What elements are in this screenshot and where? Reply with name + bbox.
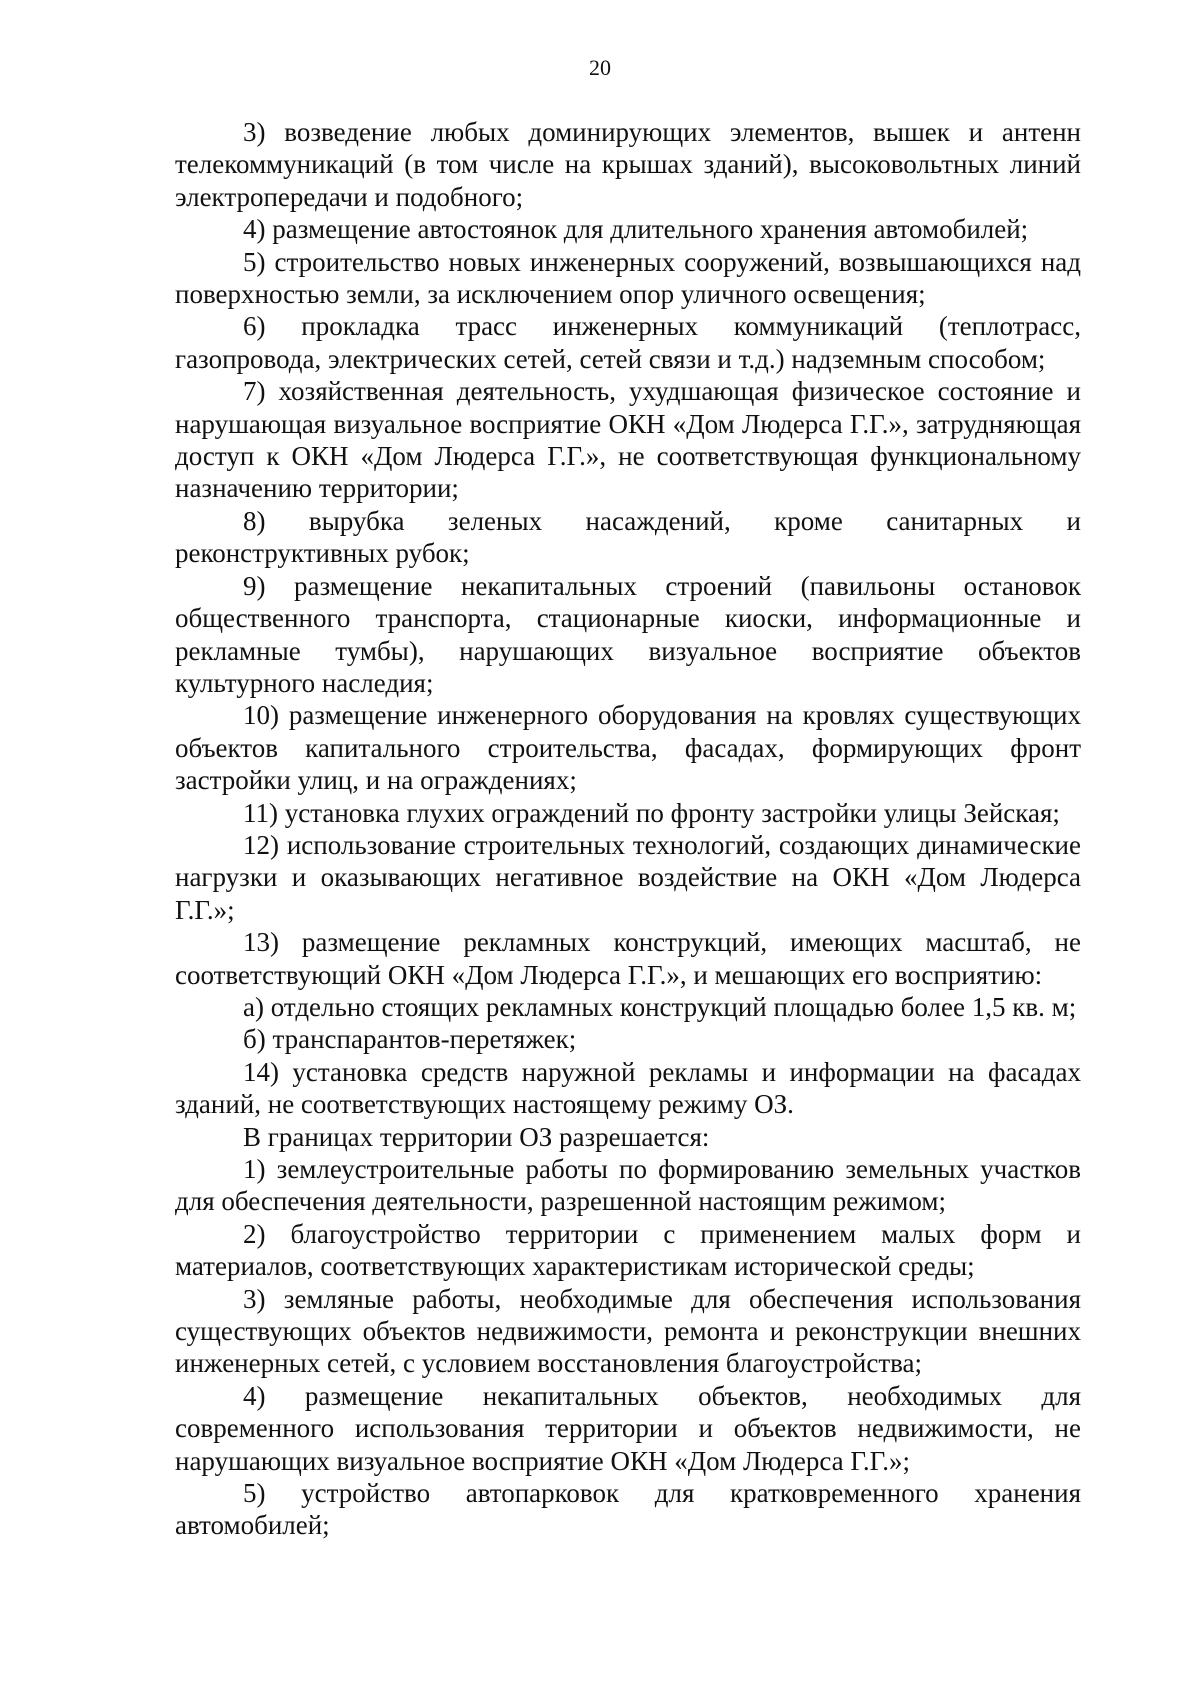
paragraph-restriction-4: 4) размещение автостоянок для длительного хранения автомобилей;	[243, 214, 1029, 245]
document-body	[175, 116, 1081, 1542]
page-number: 20	[589, 55, 611, 80]
paragraph-restriction-12: 12) использование строительных технологий, создающих динамические нагрузки и оказывающих негативное воздействие на ОКН «Дом Людерса Г.Г.»;	[175, 829, 1081, 925]
paragraph-restriction-5: 5) строительство новых инженерных сооружений, возвышающихся над поверхностью земли, за исключением опор уличного освещения;	[175, 246, 1081, 310]
paragraph-permitted-heading: В границах территории ОЗ разрешается:	[243, 1121, 710, 1152]
paragraph-restriction-9: 9) размещение некапитальных строений (павильоны остановок общественного транспорта, стационарные киоски, информационные и рекламные тумбы), нарушающих визуальное восприятие объектов культурного наследия;	[175, 570, 1081, 698]
paragraph-permitted-5: 5) устройство автопарковок для кратковременного хранения автомобилей;	[175, 1478, 1081, 1541]
paragraph-restriction-7: 7) хозяйственная деятельность, ухудшающая физическое состояние и нарушающая визуальное восприятие ОКН «Дом Людерса Г.Г.», затрудняющая доступ к ОКН «Дом Людерса Г.Г.», не соответствующая функциональному назначению территории;	[175, 376, 1081, 504]
paragraph-restriction-6: 6) прокладка трасс инженерных коммуникаций (теплотрасс, газопровода, электрических сетей, сетей связи и т.д.) надземным способом;	[175, 311, 1081, 374]
paragraph-restriction-13b: б) транспарантов-перетяжек;	[243, 1024, 577, 1055]
paragraph-restriction-11: 11) установка глухих ограждений по фронту застройки улицы Зейская;	[243, 797, 1060, 828]
paragraph-restriction-8: 8) вырубка зеленых насаждений, кроме санитарных и реконструктивных рубок;	[175, 505, 1081, 569]
paragraph-permitted-2: 2) благоустройство территории с применением малых форм и материалов, соответствующих характеристикам исторической среды;	[175, 1218, 1081, 1282]
paragraph-restriction-13a: а) отдельно стоящих рекламных конструкций площадью более 1,5 кв. м;	[243, 991, 1077, 1022]
paragraph-permitted-1: 1) землеустроительные работы по формированию земельных участков для обеспечения деятельности, разрешенной настоящим режимом;	[175, 1154, 1081, 1217]
paragraph-permitted-3: 3) земляные работы, необходимые для обеспечения использования существующих объектов недвижимости, ремонта и реконструкции внешних инженерных сетей, с условием восстановления благоустройства;	[175, 1283, 1081, 1379]
paragraph-restriction-3: 3) возведение любых доминирующих элементов, вышек и антенн телекоммуникаций (в том числе на крышах зданий), высоковольтных линий электропередачи и подобного;	[175, 117, 1081, 212]
paragraph-restriction-10: 10) размещение инженерного оборудования на кровлях существующих объектов капитального строительства, фасадах, формирующих фронт застройки улиц, и на ограждениях;	[175, 700, 1081, 796]
paragraph-restriction-14: 14) установка средств наружной рекламы и информации на фасадах зданий, не соответствующих настоящему режиму ОЗ.	[175, 1056, 1081, 1120]
paragraph-restriction-13: 13) размещение рекламных конструкций, имеющих масштаб, не соответствующий ОКН «Дом Людерса Г.Г.», и мешающих его восприятию:	[175, 927, 1081, 990]
paragraph-permitted-4: 4) размещение некапитальных объектов, необходимых для современного использования территории и объектов недвижимости, не нарушающих визуальное восприятие ОКН «Дом Людерса Г.Г.»;	[175, 1380, 1081, 1476]
